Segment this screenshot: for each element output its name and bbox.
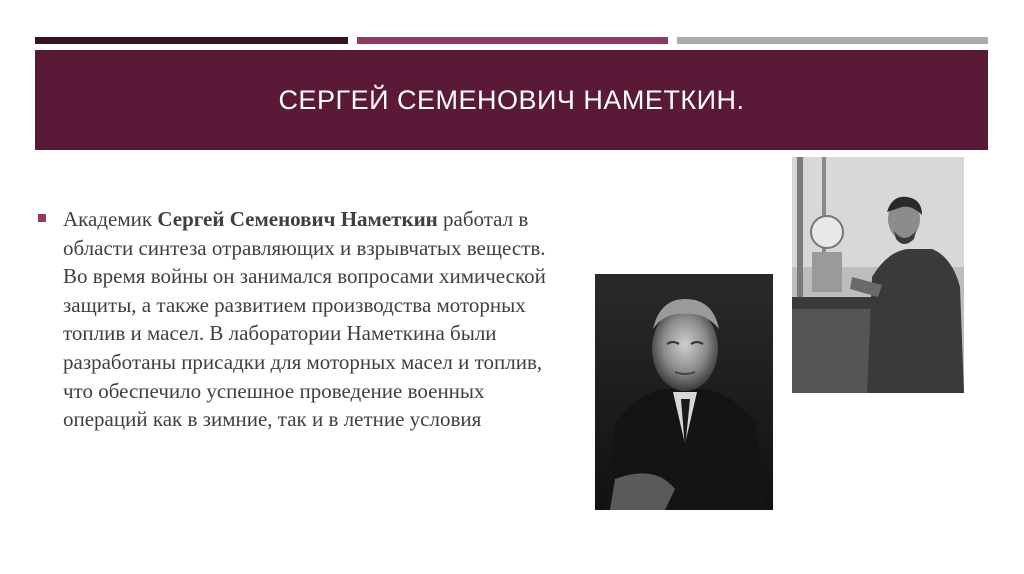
body-paragraph — [63, 205, 558, 434]
laboratory-photo — [792, 157, 964, 393]
portrait-photo — [595, 274, 773, 510]
decor-stripe-magenta — [357, 37, 668, 44]
decor-stripe-gray — [677, 37, 988, 44]
title-bar — [35, 50, 988, 150]
decor-stripe-dark — [35, 37, 348, 44]
slide-title: СЕРГЕЙ СЕМЕНОВИЧ НАМЕТКИН. — [278, 84, 745, 115]
body-rest: работал в области синтеза отравляющих и взрывчатых веществ. Во время войны он занимался вопросами химической защиты, а также развитием производства моторных топлив и масел. В лаборатории Наметкина были разработаны присадки для моторных масел и топлив, что обеспечило успешное проведение военных операций как в зимние, так и в летние условия — [63, 207, 546, 432]
square-bullet-icon — [38, 214, 46, 222]
body-paragraph-block — [38, 205, 558, 434]
body-lead: Академик — [63, 207, 158, 231]
body-name-bold: Сергей Семенович Наметкин — [157, 207, 438, 231]
